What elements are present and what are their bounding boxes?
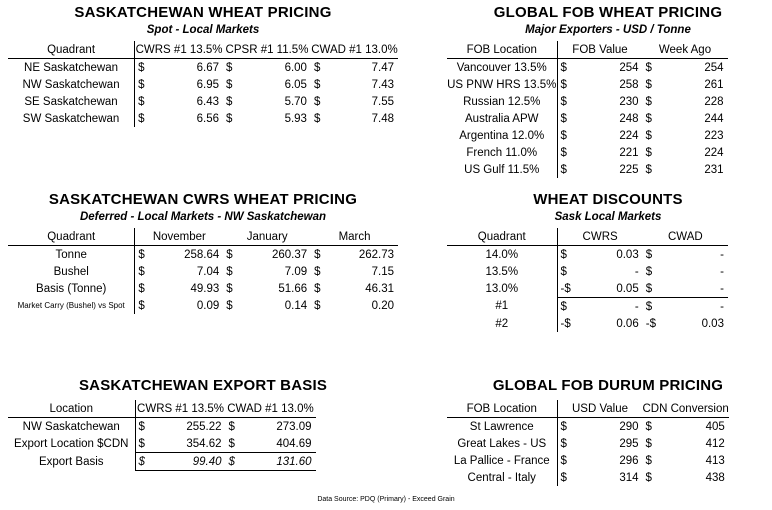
currency-sign: $ — [645, 95, 652, 108]
currency-sign: $ — [226, 299, 233, 312]
price-value: 0.14 — [284, 299, 308, 312]
currency-sign: $ — [313, 95, 321, 108]
table-row — [447, 127, 728, 144]
price-value: 7.55 — [371, 95, 394, 108]
price-value: 7.09 — [284, 265, 308, 278]
table-row — [8, 59, 398, 77]
table-row — [8, 93, 398, 110]
currency-sign: -$ — [560, 317, 571, 330]
table-row — [8, 110, 398, 127]
currency-sign: $ — [560, 300, 567, 313]
global-fob-title: GLOBAL FOB WHEAT PRICING — [493, 4, 723, 21]
currency-sign: -$ — [557, 280, 571, 298]
row-label: NE Saskatchewan — [8, 59, 135, 77]
table-header-row — [447, 228, 728, 246]
currency-sign: $ — [560, 265, 567, 278]
currency-sign: $ — [226, 435, 239, 453]
price-value: 0.03 — [616, 248, 639, 261]
currency-sign: $ — [138, 299, 145, 312]
row-label: Bushel — [8, 263, 135, 280]
table-row — [447, 263, 728, 280]
row-label: 13.0% — [447, 280, 557, 298]
column-header: CPSR #1 11.5% — [223, 41, 311, 59]
currency-sign: $ — [645, 300, 653, 313]
price-value: 131.60 — [239, 453, 316, 471]
column-header: CWRS #1 13.5% — [135, 41, 223, 59]
table-row — [447, 418, 729, 436]
global-fob-subtitle: Major Exporters - USD / Tonne — [525, 24, 691, 36]
price-value: 248 — [619, 112, 639, 125]
price-value: 295 — [619, 437, 639, 450]
price-value: - — [634, 300, 639, 313]
column-header: FOB Location — [447, 41, 557, 59]
table-row — [447, 76, 728, 93]
currency-sign: $ — [226, 265, 233, 278]
table-row — [8, 297, 398, 314]
table-row — [447, 161, 728, 178]
price-value: - — [720, 300, 724, 313]
table-row — [447, 315, 728, 332]
currency-sign: $ — [645, 163, 652, 176]
row-label: Market Carry (Bushel) vs Spot — [8, 297, 135, 314]
price-value: 262.73 — [358, 248, 394, 261]
currency-sign: $ — [138, 61, 145, 74]
column-header: CDN Conversion — [643, 400, 729, 418]
currency-sign: $ — [560, 78, 567, 91]
column-header: Quadrant — [8, 41, 135, 59]
price-value: 0.05 — [571, 280, 643, 298]
currency-sign: $ — [560, 146, 567, 159]
currency-sign: $ — [560, 437, 567, 450]
price-value: 413 — [705, 454, 725, 467]
discounts-subtitle: Sask Local Markets — [554, 211, 662, 223]
price-value: 404.69 — [239, 435, 316, 453]
column-header: USD Value — [557, 400, 643, 418]
currency-sign: -$ — [645, 317, 656, 330]
currency-sign: $ — [560, 454, 567, 467]
currency-sign: $ — [560, 471, 567, 484]
table-row — [447, 144, 728, 161]
price-value: 314 — [619, 471, 639, 484]
currency-sign: $ — [138, 248, 145, 261]
cwrs-deferred-subtitle: Deferred - Local Markets - NW Saskatchewan — [79, 211, 327, 223]
price-value: 99.40 — [149, 453, 226, 471]
currency-sign: $ — [138, 265, 145, 278]
column-header: Quadrant — [447, 228, 557, 246]
price-value: 7.43 — [371, 78, 394, 91]
row-label: SE Saskatchewan — [8, 93, 135, 110]
price-value: 405 — [705, 420, 725, 433]
currency-sign: $ — [645, 61, 652, 74]
row-label: Argentina 12.0% — [447, 127, 557, 144]
column-header: March — [311, 228, 398, 246]
price-value: 46.31 — [365, 282, 394, 295]
price-value: - — [720, 265, 724, 278]
price-value: 6.67 — [196, 61, 220, 74]
row-label: Russian 12.5% — [447, 93, 557, 110]
table-row — [447, 246, 728, 264]
currency-sign: $ — [645, 146, 652, 159]
row-label: US Gulf 11.5% — [447, 161, 557, 178]
price-value: 254 — [704, 61, 724, 74]
table-row — [447, 110, 728, 127]
column-header: CWRS — [557, 228, 643, 246]
currency-sign: $ — [560, 248, 567, 261]
price-value: 0.20 — [371, 299, 394, 312]
table-row — [8, 263, 398, 280]
row-label: US PNW HRS 13.5% — [447, 76, 557, 93]
price-value: 258 — [619, 78, 639, 91]
price-value: - — [720, 248, 724, 261]
price-value: 273.09 — [276, 420, 312, 433]
price-value: 6.43 — [196, 95, 220, 108]
table-header-row — [8, 400, 316, 418]
currency-sign: $ — [138, 78, 145, 91]
row-label: NW Saskatchewan — [8, 76, 135, 93]
table-row — [447, 435, 729, 452]
row-label: NW Saskatchewan — [8, 418, 135, 436]
currency-sign: $ — [314, 299, 321, 312]
currency-sign: $ — [226, 78, 233, 91]
currency-sign: $ — [560, 61, 567, 74]
price-value: 260.37 — [271, 248, 308, 261]
price-value: 6.00 — [284, 61, 307, 74]
currency-sign: $ — [560, 112, 567, 125]
row-label: SW Saskatchewan — [8, 110, 135, 127]
price-value: 224 — [619, 129, 639, 142]
row-label: Australia APW — [447, 110, 557, 127]
price-value: 258.64 — [184, 248, 220, 261]
currency-sign: $ — [314, 265, 321, 278]
durum-title: GLOBAL FOB DURUM PRICING — [492, 377, 724, 394]
durum-section — [447, 377, 769, 486]
table-header-row — [8, 228, 398, 246]
table-row — [8, 76, 398, 93]
currency-sign: $ — [226, 61, 233, 74]
price-value: 7.15 — [371, 265, 394, 278]
currency-sign: $ — [314, 282, 321, 295]
currency-sign: $ — [138, 112, 145, 125]
column-header: CWAD #1 13.0% — [226, 400, 316, 418]
price-value: 6.05 — [284, 78, 307, 91]
row-label: French 11.0% — [447, 144, 557, 161]
row-label: 13.5% — [447, 263, 557, 280]
currency-sign: $ — [645, 420, 652, 433]
sk-wheat-title: SASKATCHEWAN WHEAT PRICING — [74, 4, 332, 21]
price-value: 5.93 — [284, 112, 307, 125]
price-value: 49.93 — [190, 282, 220, 295]
currency-sign: $ — [645, 112, 652, 125]
column-header: Location — [8, 400, 135, 418]
row-label: Central - Italy — [447, 469, 557, 486]
currency-sign: $ — [645, 265, 653, 278]
currency-sign: $ — [645, 437, 652, 450]
currency-sign: $ — [314, 248, 321, 261]
currency-sign: $ — [226, 95, 233, 108]
column-header: Quadrant — [8, 228, 135, 246]
row-label: Basis (Tonne) — [8, 280, 135, 297]
price-value: 0.03 — [701, 317, 724, 330]
price-value: 230 — [619, 95, 639, 108]
table-row — [8, 418, 316, 436]
price-value: 296 — [619, 454, 639, 467]
currency-sign: $ — [643, 280, 656, 298]
column-header: November — [135, 228, 223, 246]
table-row — [8, 246, 398, 264]
cwrs-deferred-title: SASKATCHEWAN CWRS WHEAT PRICING — [48, 191, 358, 208]
data-source-footer: Data Source: PDQ (Primary) - Exceed Grain — [317, 496, 455, 503]
durum-table — [447, 400, 729, 486]
currency-sign: $ — [645, 248, 653, 261]
table-header-row — [447, 400, 729, 418]
price-value: 412 — [705, 437, 725, 450]
global-fob-section — [447, 4, 769, 178]
currency-sign: $ — [226, 112, 233, 125]
price-value: 51.66 — [278, 282, 308, 295]
currency-sign: $ — [138, 95, 145, 108]
currency-sign: $ — [645, 471, 652, 484]
export-basis-title: SASKATCHEWAN EXPORT BASIS — [78, 377, 328, 394]
table-row — [447, 59, 728, 77]
price-value: 7.04 — [196, 265, 220, 278]
cwrs-deferred-table — [8, 228, 398, 314]
price-value: - — [634, 265, 639, 278]
currency-sign: $ — [560, 129, 567, 142]
export-basis-table — [8, 400, 316, 471]
table-row — [8, 280, 398, 297]
column-header: FOB Value — [557, 41, 643, 59]
row-label: #2 — [447, 315, 557, 332]
row-label: Tonne — [8, 246, 135, 264]
table-row — [447, 452, 729, 469]
price-value: 254 — [619, 61, 639, 74]
currency-sign: $ — [560, 163, 567, 176]
table-row — [447, 298, 728, 316]
column-header: CWAD #1 13.0% — [311, 41, 398, 59]
cwrs-deferred-section — [8, 191, 398, 314]
price-value: - — [656, 280, 728, 298]
discounts-table — [447, 228, 728, 332]
column-header: FOB Location — [447, 400, 557, 418]
row-label: St Lawrence — [447, 418, 557, 436]
currency-sign: $ — [226, 248, 233, 261]
global-fob-table — [447, 41, 728, 178]
currency-sign: $ — [228, 420, 235, 433]
price-value: 6.95 — [196, 78, 220, 91]
price-value: 224 — [704, 146, 724, 159]
row-label: Export Location $CDN — [8, 435, 135, 453]
price-value: 231 — [704, 163, 724, 176]
currency-sign: $ — [226, 282, 233, 295]
table-row — [8, 435, 316, 453]
sk-wheat-table — [8, 41, 398, 127]
currency-sign: $ — [560, 95, 567, 108]
price-value: 5.70 — [284, 95, 307, 108]
column-header: Week Ago — [643, 41, 728, 59]
price-value: 6.56 — [196, 112, 220, 125]
price-value: 354.62 — [149, 435, 226, 453]
table-header-row — [8, 41, 398, 59]
sk-wheat-section — [8, 4, 398, 127]
price-value: 290 — [619, 420, 639, 433]
currency-sign: $ — [138, 282, 145, 295]
column-header: CWRS #1 13.5% — [135, 400, 226, 418]
price-value: 255.22 — [186, 420, 222, 433]
currency-sign: $ — [226, 453, 239, 471]
discounts-section — [447, 191, 769, 332]
sk-wheat-subtitle: Spot - Local Markets — [146, 24, 260, 36]
row-label: Great Lakes - US — [447, 435, 557, 452]
price-value: 228 — [704, 95, 724, 108]
currency-sign: $ — [135, 453, 149, 471]
table-row — [8, 453, 316, 471]
price-value: 0.09 — [196, 299, 220, 312]
table-header-row — [447, 41, 728, 59]
currency-sign: $ — [138, 420, 145, 433]
currency-sign: $ — [645, 78, 652, 91]
price-value: 261 — [704, 78, 724, 91]
row-label: Export Basis — [8, 453, 135, 471]
price-value: 438 — [705, 471, 725, 484]
row-label: Vancouver 13.5% — [447, 59, 557, 77]
currency-sign: $ — [560, 420, 567, 433]
currency-sign: $ — [135, 435, 149, 453]
column-header: January — [223, 228, 311, 246]
currency-sign: $ — [645, 129, 652, 142]
currency-sign: $ — [313, 61, 321, 74]
currency-sign: $ — [313, 78, 321, 91]
price-value: 221 — [619, 146, 639, 159]
discounts-title: WHEAT DISCOUNTS — [533, 191, 683, 208]
currency-sign: $ — [645, 454, 652, 467]
currency-sign: $ — [313, 112, 321, 125]
price-value: 7.48 — [371, 112, 394, 125]
table-row — [447, 280, 728, 298]
row-label: 14.0% — [447, 246, 557, 264]
price-value: 225 — [619, 163, 639, 176]
row-label: #1 — [447, 298, 557, 316]
table-row — [447, 93, 728, 110]
column-header: CWAD — [643, 228, 728, 246]
table-row — [447, 469, 729, 486]
price-value: 0.06 — [616, 317, 639, 330]
price-value: 7.47 — [371, 61, 394, 74]
export-basis-section — [8, 377, 398, 471]
price-value: 223 — [704, 129, 724, 142]
row-label: La Pallice - France — [447, 452, 557, 469]
price-value: 244 — [704, 112, 724, 125]
